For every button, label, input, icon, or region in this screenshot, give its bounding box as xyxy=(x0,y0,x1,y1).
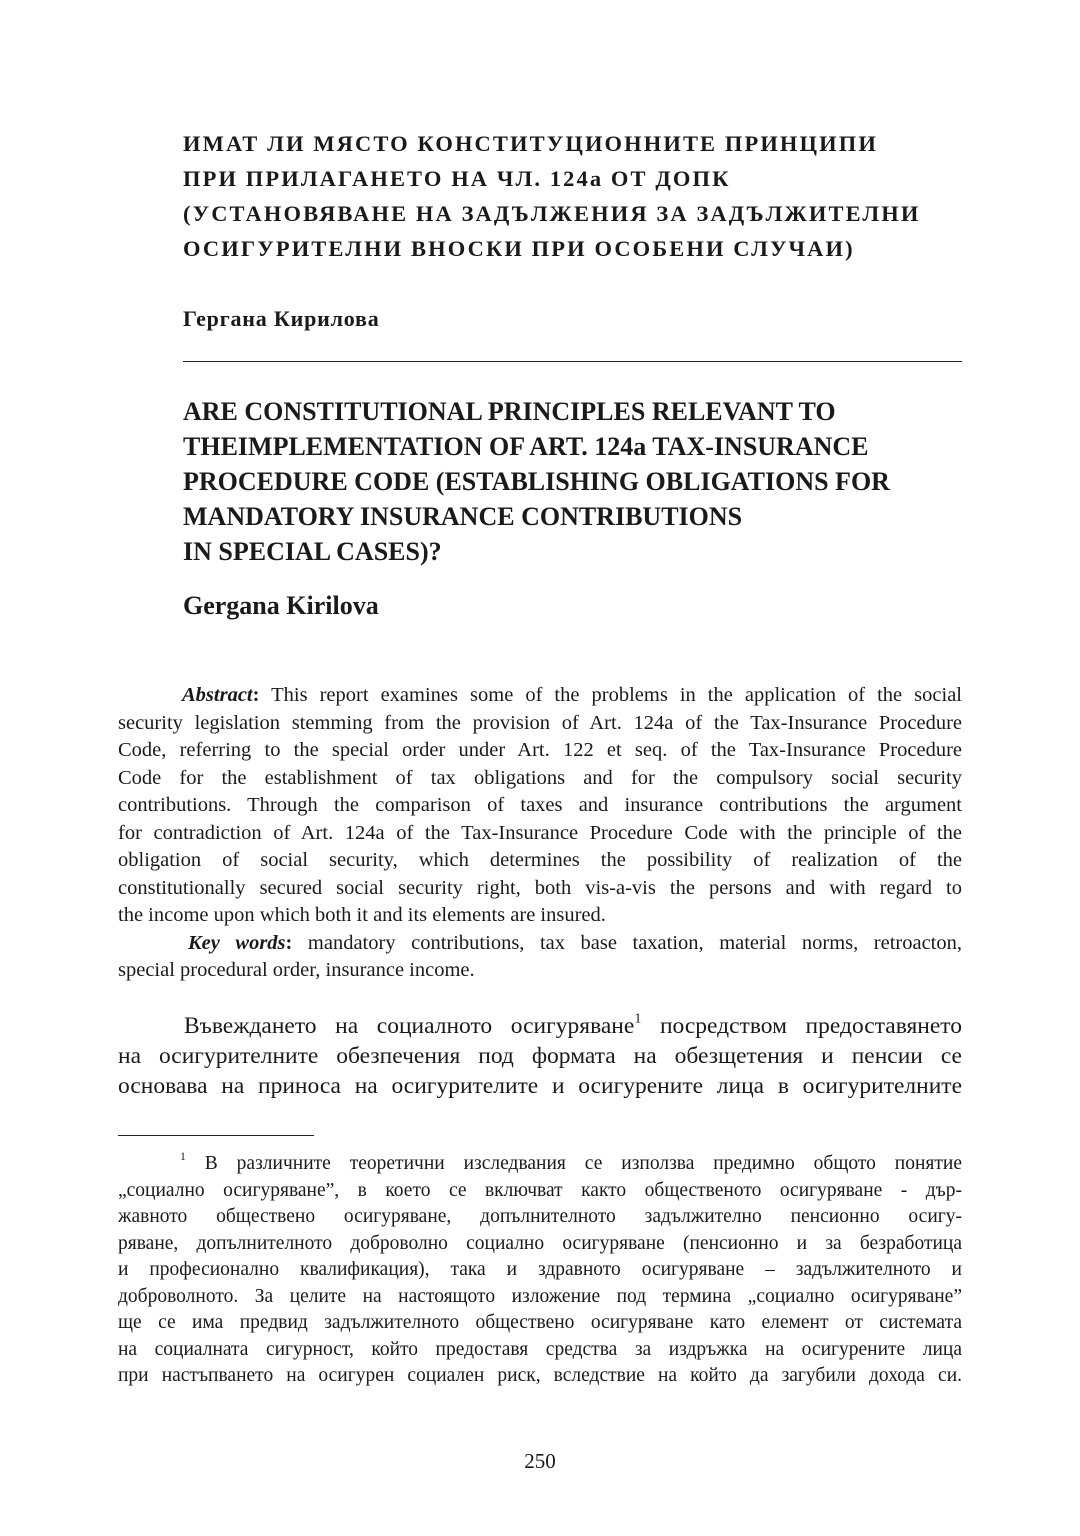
keywords-text: mandatory contributions, tax base taxation, material norms, retroacton, xyxy=(292,931,963,954)
footnote-reference: 1 xyxy=(634,1010,642,1027)
page-number: 250 xyxy=(524,1449,556,1473)
footnote xyxy=(118,1151,962,1390)
footnote-line: на социалната сигурност, който предоставя средства за издръжка на осигурените лица xyxy=(118,1338,962,1360)
abstract-line: Code for the establishment of tax obligations and for the compulsory social security xyxy=(118,766,962,789)
keywords-line xyxy=(118,930,962,958)
bulgarian-title-line: ПРИ ПРИЛАГАНЕТО НА ЧЛ. 124а ОТ ДОПК xyxy=(183,166,731,191)
body-text-span: посредством предоставянето xyxy=(641,1013,963,1039)
footnote-divider xyxy=(118,1135,314,1136)
body-line: основава на приноса на осигурителите и осигурените лица в осигурителните xyxy=(118,1073,962,1099)
abstract-colon: : xyxy=(252,684,260,706)
body-line xyxy=(118,1011,962,1041)
english-title-line: PROCEDURE CODE (ESTABLISHING OBLIGATIONS FOR xyxy=(183,467,890,496)
abstract-line xyxy=(118,682,962,710)
english-title-line: ARE CONSTITUTIONAL PRINCIPLES RELEVANT TO xyxy=(183,397,836,426)
english-author: Gergana Kirilova xyxy=(183,591,379,620)
bulgarian-title xyxy=(183,126,983,266)
footnote-line: ще се има предвид задължителното обществено осигуряване като елемент от системата xyxy=(118,1312,962,1333)
footnote-line: и професионално квалификация), така и здравното осигуряване – задължителното и xyxy=(118,1259,962,1280)
footnote-line: при настъпването на осигурен социален риск, вследствие на който да загубили дохода си. xyxy=(118,1365,962,1386)
abstract-text: This report examines some of the problems in the application of the social xyxy=(259,684,962,706)
footnote-line: доброволното. За целите на настоящото изложение под термина „социално осигуряване” xyxy=(118,1285,962,1307)
section-divider xyxy=(183,361,962,362)
keywords-line: special procedural order, insurance income. xyxy=(118,959,475,981)
abstract-line: security legislation stemming from the provision of Art. 124a of the Tax-Insurance Procedure xyxy=(118,711,962,734)
english-title-line: MANDATORY INSURANCE CONTRIBUTIONS xyxy=(183,502,743,531)
bulgarian-author: Гергана Кирилова xyxy=(183,306,380,331)
abstract-line: Code, referring to the special order under Art. 122 et seq. of the Tax-Insurance Procedure xyxy=(118,739,962,761)
footnote-marker: 1 xyxy=(180,1150,186,1164)
footnote-line xyxy=(118,1151,962,1178)
abstract-line: obligation of social security, which determines the possibility of realization of the xyxy=(118,849,962,871)
english-title-line: IN SPECIAL CASES)? xyxy=(183,537,442,566)
abstract-label: Abstract xyxy=(182,684,253,706)
footnote-text: В различните теоретични изследвания се използва предимно общото понятие xyxy=(185,1153,962,1174)
abstract-line: the income upon which both it and its elements are insured. xyxy=(118,904,606,926)
bulgarian-title-line: (УСТАНОВЯВАНЕ НА ЗАДЪЛЖЕНИЯ ЗА ЗАДЪЛЖИТЕЛНИ xyxy=(183,201,921,226)
body-line: на осигурителните обезпечения под формата на обезщетения и пенсии се xyxy=(118,1043,962,1069)
english-title-line: THEIMPLEMENTATION OF ART. 124a TAX-INSURANCE xyxy=(183,432,869,461)
keywords-colon: : xyxy=(285,931,293,954)
body-paragraph xyxy=(118,1011,962,1101)
bulgarian-title-line: ОСИГУРИТЕЛНИ ВНОСКИ ПРИ ОСОБЕНИ СЛУЧАИ) xyxy=(183,236,855,261)
footnote-line: „социално осигуряване”, в което се включват както общественото осигуряване - дър- xyxy=(118,1179,962,1201)
footnote-line: ряване, допълнителното доброволно социално осигуряване (пенсионно и за безработица xyxy=(118,1232,962,1254)
keywords-label: Key words xyxy=(188,931,286,954)
english-title xyxy=(183,394,983,569)
abstract-line: contributions. Through the comparison of taxes and insurance contributions the argument xyxy=(118,794,962,816)
abstract-block xyxy=(118,682,962,985)
footnote-line: жавното обществено осигуряване, допълнителното задължително пенсионно осигу- xyxy=(118,1206,962,1227)
abstract-line: for contradiction of Art. 124a of the Tax-Insurance Procedure Code with the principle of the xyxy=(118,821,962,844)
body-text-span: Въвеждането на социалното осигуряване xyxy=(184,1013,635,1039)
abstract-line: constitutionally secured social security right, both vis-a-vis the persons and with regard to xyxy=(118,876,962,899)
bulgarian-title-line: ИМАТ ЛИ МЯСТО КОНСТИТУЦИОННИТЕ ПРИНЦИПИ xyxy=(183,131,878,156)
